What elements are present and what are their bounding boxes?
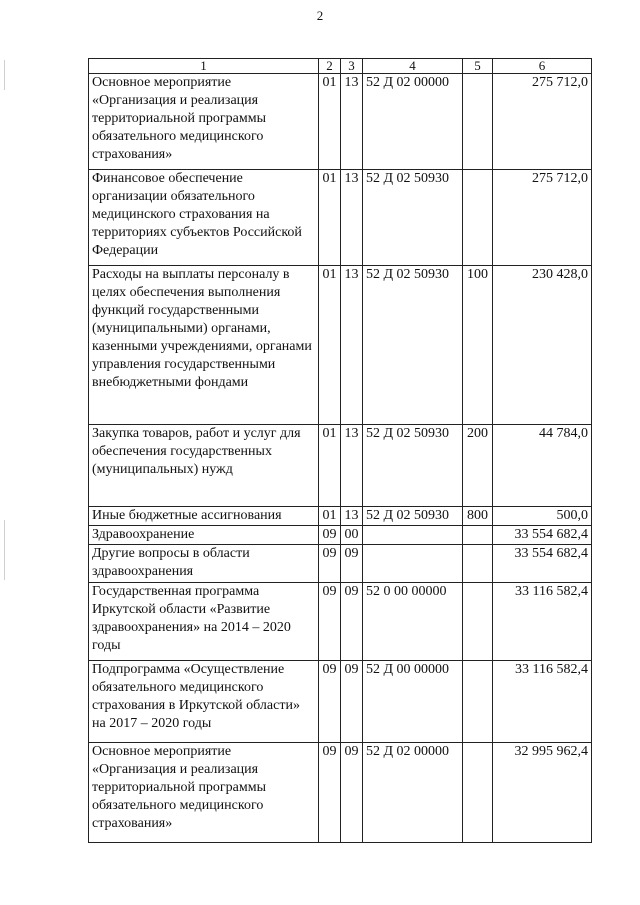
table-row [89, 170, 592, 266]
expense-type-code: 200 [463, 425, 493, 507]
header-row [89, 59, 592, 74]
table-row [89, 266, 592, 425]
header-col-6: 6 [493, 59, 592, 74]
subsection-code: 09 [341, 583, 363, 661]
item-name: Закупка товаров, работ и услуг для обеспечения государственных (муниципальных) нужд [89, 425, 319, 507]
expense-type-code [463, 583, 493, 661]
target-article-code [363, 545, 463, 583]
subsection-code: 13 [341, 74, 363, 170]
item-name: Основное мероприятие «Организация и реализация территориальной программы обязательного медицинского страхования» [89, 743, 319, 843]
subsection-code: 13 [341, 170, 363, 266]
scan-artifact [4, 520, 5, 580]
section-code: 01 [319, 170, 341, 266]
amount: 32 995 962,4 [493, 743, 592, 843]
target-article-code [363, 526, 463, 545]
header-col-3: 3 [341, 59, 363, 74]
amount: 33 554 682,4 [493, 526, 592, 545]
section-code: 09 [319, 743, 341, 843]
target-article-code: 52 Д 02 50930 [363, 170, 463, 266]
expense-type-code: 100 [463, 266, 493, 425]
table-row [89, 74, 592, 170]
table-row [89, 507, 592, 526]
amount: 33 116 582,4 [493, 583, 592, 661]
target-article-code: 52 0 00 00000 [363, 583, 463, 661]
expense-type-code: 800 [463, 507, 493, 526]
amount: 33 554 682,4 [493, 545, 592, 583]
expense-type-code [463, 74, 493, 170]
header-col-4: 4 [363, 59, 463, 74]
expense-type-code [463, 661, 493, 743]
item-name: Государственная программа Иркутской области «Развитие здравоохранения» на 2014 – 2020 годы [89, 583, 319, 661]
expense-type-code [463, 170, 493, 266]
subsection-code: 13 [341, 507, 363, 526]
target-article-code: 52 Д 02 50930 [363, 507, 463, 526]
table-row [89, 545, 592, 583]
expense-type-code [463, 526, 493, 545]
expense-type-code [463, 743, 493, 843]
subsection-code: 09 [341, 661, 363, 743]
item-name: Основное мероприятие «Организация и реализация территориальной программы обязательного медицинского страхования» [89, 74, 319, 170]
target-article-code: 52 Д 02 00000 [363, 743, 463, 843]
header-col-5: 5 [463, 59, 493, 74]
section-code: 01 [319, 425, 341, 507]
item-name: Расходы на выплаты персоналу в целях обеспечения выполнения функций государственными (муниципальными) органами, казенными учреждениями, органами управления государственными внебюджетными фондами [89, 266, 319, 425]
table-row [89, 583, 592, 661]
subsection-code: 09 [341, 743, 363, 843]
section-code: 01 [319, 507, 341, 526]
page-number: 2 [316, 8, 324, 23]
target-article-code: 52 Д 02 00000 [363, 74, 463, 170]
target-article-code: 52 Д 02 50930 [363, 425, 463, 507]
section-code: 01 [319, 74, 341, 170]
table-row [89, 661, 592, 743]
subsection-code: 13 [341, 266, 363, 425]
amount: 275 712,0 [493, 170, 592, 266]
table-row [89, 743, 592, 843]
amount: 230 428,0 [493, 266, 592, 425]
subsection-code: 09 [341, 545, 363, 583]
amount: 275 712,0 [493, 74, 592, 170]
section-code: 09 [319, 526, 341, 545]
item-name: Здравоохранение [89, 526, 319, 545]
scan-artifact [4, 60, 5, 90]
header-col-1: 1 [89, 59, 319, 74]
table-row [89, 526, 592, 545]
subsection-code: 13 [341, 425, 363, 507]
section-code: 09 [319, 661, 341, 743]
section-code: 09 [319, 545, 341, 583]
item-name: Финансовое обеспечение организации обязательного медицинского страхования на территориях субъектов Российской Федерации [89, 170, 319, 266]
table-row [89, 425, 592, 507]
amount: 500,0 [493, 507, 592, 526]
amount: 33 116 582,4 [493, 661, 592, 743]
section-code: 01 [319, 266, 341, 425]
item-name: Подпрограмма «Осуществление обязательного медицинского страхования в Иркутской области» на 2017 – 2020 годы [89, 661, 319, 743]
target-article-code: 52 Д 00 00000 [363, 661, 463, 743]
item-name: Другие вопросы в области здравоохранения [89, 545, 319, 583]
header-col-2: 2 [319, 59, 341, 74]
target-article-code: 52 Д 02 50930 [363, 266, 463, 425]
subsection-code: 00 [341, 526, 363, 545]
amount: 44 784,0 [493, 425, 592, 507]
item-name: Иные бюджетные ассигнования [89, 507, 319, 526]
budget-table [88, 58, 592, 843]
expense-type-code [463, 545, 493, 583]
section-code: 09 [319, 583, 341, 661]
